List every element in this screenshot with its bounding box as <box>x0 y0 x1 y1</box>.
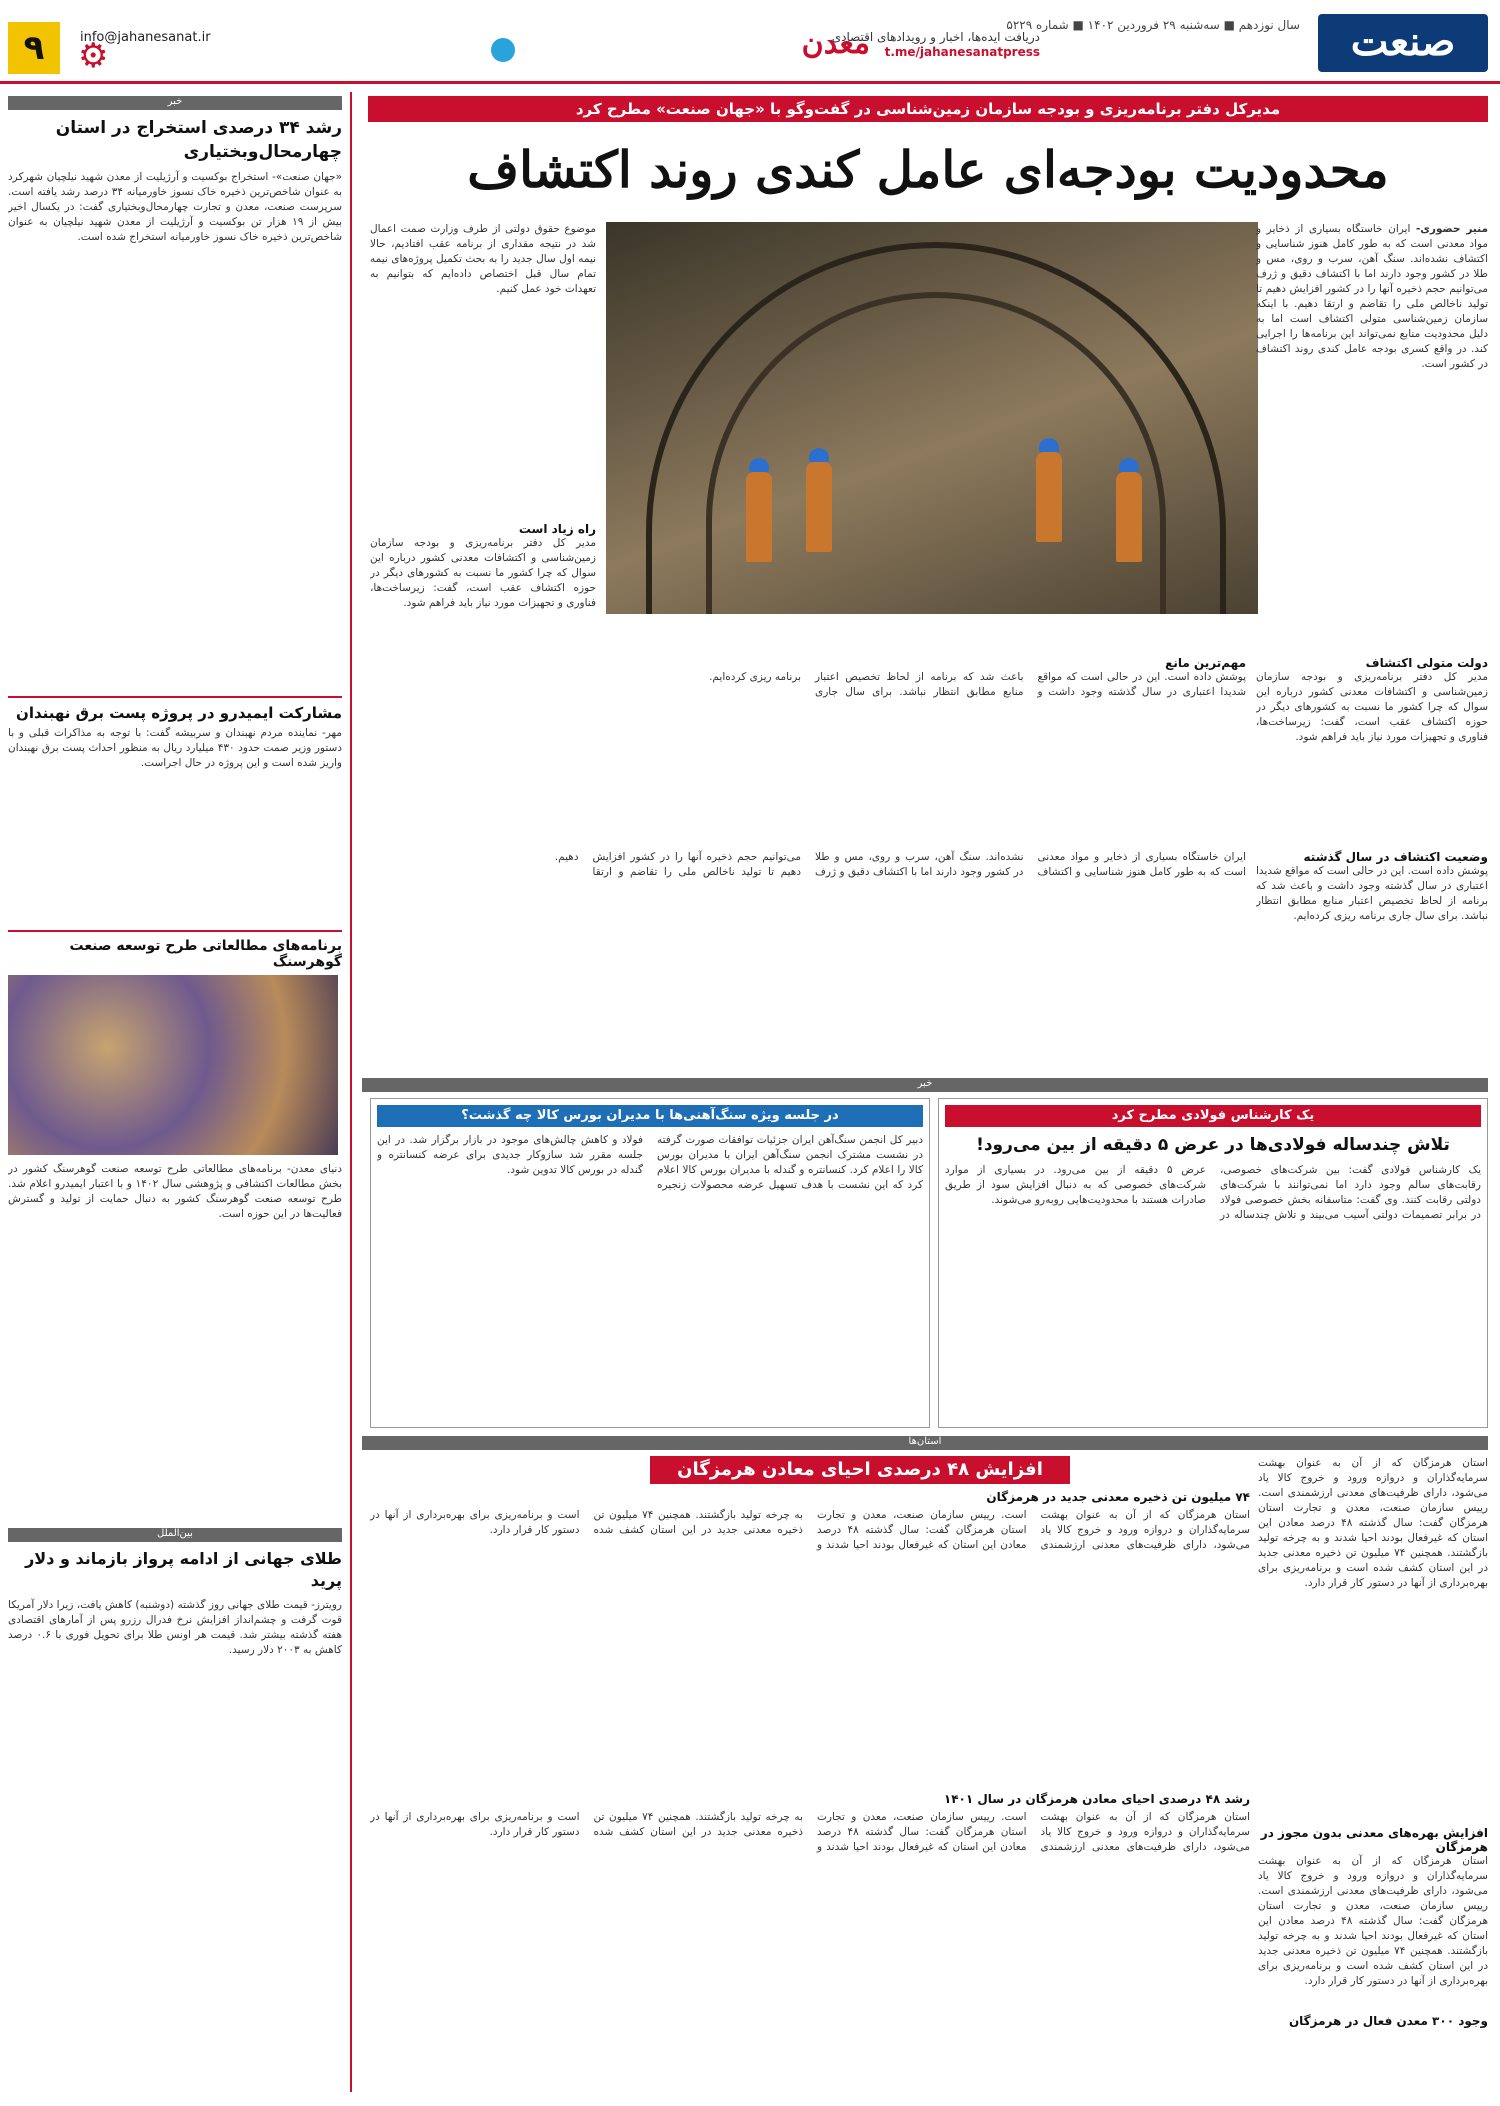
page-number: ۹ <box>8 22 60 74</box>
main-col-left <box>370 222 596 652</box>
telegram-caption: دریافت ایده‌ها، اخبار و رویدادهای اقتصادی <box>831 30 1040 44</box>
lower-text: استان هرمزگان که از آن به عنوان بهشت سرمایه‌گذاران و دروازه ورود و خروج کالا یاد می‌شود، دارای ظرفیت‌های معدنی ارزشمندی است. رییس سازمان صنعت، معدن و تجارت استان هرمزگان گفت: سال گذشته ۴۸ درصد معادن این استان که غیرفعال بودند احیا شدند و به چرخه تولید بازگشتند. همچنین ۷۴ میلیون تن ذخیره معدنی جدید در این استان کشف شده است و برنامه‌ریزی برای بهره‌برداری از آنها در دستور کار قرار دارد. <box>1258 1855 1488 1987</box>
subhead: وجود ۳۰۰ معدن فعال در هرمزگان <box>1288 2014 1488 2028</box>
main-paragraph: پوشش داده است. این در حالی است که مواقع شدیدا اعتباری در سال گذشته وجود داشت و باعث شد که برنامه از لحاظ تخصیص اعتبار منابع مطابق انتظار نباشد. برای سال جاری برنامه ریزی کرده‌ایم. <box>709 671 1246 698</box>
main-kicker: مدیرکل دفتر برنامه‌ریزی و بودجه سازمان زمین‌شناسی در گفت‌وگو با «جهان صنعت» مطرح کرد <box>368 96 1488 122</box>
main-col-1b <box>1256 656 1488 1070</box>
sidebar-story-4 <box>8 1548 342 2106</box>
mid-label: خبر <box>362 1078 1488 1092</box>
story-text: مهر- نماینده مردم نهبندان و سربیشه گفت: با توجه به مذاکرات قبلی و با دستور وزیر صمت حدود ۴۳۰ میلیارد ریال به منظور احداث پست برق نهبندان واریز شده است و این پروژه در حال اجراست. <box>8 727 342 769</box>
column-divider <box>350 92 352 2092</box>
lower-col-1 <box>1258 1456 1488 2096</box>
main-paragraph: با اینکه سازمان زمین‌شناسی متولی اکتشاف است اما به دلیل محدودیت منابع نمی‌تواند این برنامه‌ها را اجرایی کند. در واقع کسری بودجه عامل کندی روند اکتشاف در کشور است. <box>1256 298 1488 370</box>
box-kicker: یک کارشناس فولادی مطرح کرد <box>945 1105 1481 1127</box>
lower-text: استان هرمزگان که از آن به عنوان بهشت سرمایه‌گذاران و دروازه ورود و خروج کالا یاد می‌شود، دارای ظرفیت‌های معدنی ارزشمندی است. رییس سازمان صنعت، معدن و تجارت استان هرمزگان گفت: سال گذشته ۴۸ درصد معادن این استان که غیرفعال بودند احیا شدند و به چرخه تولید بازگشتند. همچنین ۷۴ میلیون تن ذخیره معدنی جدید در این استان کشف شده است و برنامه‌ریزی برای بهره‌برداری از آنها در دستور کار قرار دارد. <box>370 1509 1250 1551</box>
story-title: طلای جهانی از ادامه پرواز بازماند و دلار پرید <box>25 1549 342 1590</box>
iron-ore-box <box>370 1098 930 1428</box>
steel-box <box>938 1098 1488 1428</box>
story-text: رویترز- قیمت طلای جهانی روز گذشته (دوشنبه) کاهش یافت، زیرا دلار آمریکا قوت گرفت و چشم‌انداز افزایش نرخ فدرال رزرو پس از آمارهای اقتصادی هفته گذشته بیشتر شد. قیمت هر اونس طلا برای تحویل فوری با ۰.۶ درصد کاهش به ۲۰۰۳ دلار رسید. <box>8 1599 342 1656</box>
subhead: ۷۴ میلیون تن ذخیره معدنی جدید در هرمزگان <box>986 1490 1250 1504</box>
main-headline: محدودیت بودجه‌ای عامل کندی روند اکتشاف <box>467 140 1389 199</box>
main-col-1 <box>1256 222 1488 652</box>
sidebar-story-1 <box>8 116 342 680</box>
lower-text: استان هرمزگان که از آن به عنوان بهشت سرمایه‌گذاران و دروازه ورود و خروج کالا یاد می‌شود، دارای ظرفیت‌های معدنی ارزشمندی است. رییس سازمان صنعت، معدن و تجارت استان هرمزگان گفت: سال گذشته ۴۸ درصد معادن این استان که غیرفعال بودند احیا شدند و به چرخه تولید بازگشتند. همچنین ۷۴ میلیون تن ذخیره معدنی جدید در این استان کشف شده است و برنامه‌ریزی برای بهره‌برداری از آنها در دستور کار قرار دارد. <box>370 1811 1250 1853</box>
box-text: یک کارشناس فولادی گفت: بین شرکت‌های خصوصی، رقابت‌های سالم وجود دارد اما نمی‌توانند با شرکت‌های دولتی رقابت کنند. وی گفت: متاسفانه بخش خصوصی فولاد در برابر تصمیمات دولتی آسیب می‌بیند و تلاش چندساله در عرض ۵ دقیقه از بین می‌رود. در بسیاری از موارد شرکت‌های خصوصی که به دنبال افزایش سود از طریق صادرات هستند با محدودیت‌هایی روبه‌رو می‌شوند. <box>945 1164 1481 1221</box>
sidebar-label: خبر <box>8 96 342 110</box>
subhead: دولت متولی اکتشاف <box>1365 656 1488 670</box>
byline: منیر حضوری- <box>1415 223 1488 235</box>
subhead: وضعیت اکتشاف در سال گذشته <box>1303 850 1488 864</box>
main-paragraph: ایران خاستگاه بسیاری از ذخایر و مواد معدنی است که به طور کامل هنوز شناسایی و اکتشاف نشده‌اند. سنگ آهن، سرب و روی، مس و طلا در کشور وجود دارند اما با اکتشاف دقیق و ژرف می‌توانیم حجم ذخیره آنها را در کشور افزایش دهیم تا تولید ناخالص ملی را تقاضم و ارتقا دهیم. <box>1256 223 1488 310</box>
sidebar-story-3 <box>8 930 342 970</box>
subhead: رشد ۴۸ درصدی احیای معادن هرمزگان در سال ۱۴۰۱ <box>943 1792 1250 1806</box>
sidebar-label: بین‌الملل <box>8 1528 342 1542</box>
story-title: رشد ۳۴ درصدی استخراج در استان چهارمحال‌وبختیاری <box>55 118 342 162</box>
issue-line: سال نوزدهم ■ سه‌شنبه ۲۹ فروردین ۱۴۰۲ ■ شماره ۵۲۲۹ <box>1006 18 1300 32</box>
lower-text: استان هرمزگان که از آن به عنوان بهشت سرمایه‌گذاران و دروازه ورود و خروج کالا یاد می‌شود، دارای ظرفیت‌های معدنی ارزشمندی است. رییس سازمان صنعت، معدن و تجارت استان هرمزگان گفت: سال گذشته ۴۸ درصد معادن این استان که غیرفعال بودند احیا شدند و به چرخه تولید بازگشتند. همچنین ۷۴ میلیون تن ذخیره معدنی جدید در این استان کشف شده است و برنامه‌ریزی برای بهره‌برداری از آنها در دستور کار قرار دارد. <box>1258 1457 1488 1589</box>
box-text: دبیر کل انجمن سنگ‌آهن ایران جزئیات توافقات صورت گرفته در نشست مشترک انجمن سنگ‌آهن ایران با مدیران بورس کالا را اعلام کرد. کنسانتره و گندله با مدیران بورس کالا اعلام کرد که این نشست با هدف تسهیل عرضه محصولات زنجیره فولاد و کاهش چالش‌های موجود در بازار برگزار شد. در این جلسه مقرر شد سازوکار جدیدی برای عرضه کنسانتره و گندله در بورس کالا تدوین شود. <box>377 1134 923 1191</box>
telegram-icon <box>491 38 515 62</box>
main-lower-cols <box>370 656 1246 1070</box>
newspaper-logo: صنعت <box>1318 14 1488 72</box>
subhead: مهم‌ترین مانع <box>1165 656 1246 670</box>
subhead: افزایش بهره‌های معدنی بدون مجوز در هرمزگان <box>1260 1826 1488 1854</box>
story-text: دنیای معدن- برنامه‌های مطالعاتی طرح توسعه صنعت گوهرسنگ کشور در بخش مطالعات اکتشافی و پژوهشی سال ۱۴۰۲ و با اعتبار ایمیدرو اعلام شد. طرح توسعه صنعت گوهرسنگ کشور به دنبال حمایت از تولید و گسترش فعالیت‌ها در این حوزه است. <box>8 1163 342 1220</box>
story-title: برنامه‌های مطالعاتی طرح توسعه صنعت گوهرسنگ <box>69 938 342 970</box>
gear-icon: ⚙ <box>78 36 109 76</box>
main-paragraph: موضوع حقوق دولتی از طرف وزارت صمت اعمال شد در نتیجه مقداری از برنامه عقب افتادیم، حالا نیمه اول سال جدید را به بحث تکمیل پروژه‌های نیمه تمام سال قبل اختصاص داده‌ایم که بتوانیم به تعهدات خود عمل کنیم. <box>370 223 596 295</box>
story-title: مشارکت ایمیدرو در پروژه پست برق نهبندان <box>16 704 342 722</box>
gemstone-photo <box>8 975 338 1155</box>
telegram-link[interactable]: t.me/jahanesanatpress <box>884 45 1040 59</box>
mine-tunnel-photo <box>606 222 1258 614</box>
subhead: راه زیاد است <box>518 522 596 536</box>
lower-cols <box>370 1490 1250 2096</box>
box-headline: تلاش چندساله فولادی‌ها در عرض ۵ دقیقه از بین می‌رود! <box>976 1135 1450 1155</box>
email-link[interactable]: info@jahanesanat.ir <box>80 30 211 45</box>
main-paragraph: مدیر کل دفتر برنامه‌ریزی و بودجه سازمان زمین‌شناسی و اکتشافات معدنی کشور درباره این سوال که چرا کشور ما نسبت به کشورهای دیگر در حوزه اکتشاف عقب است، گفت: زیرساخت‌ها، فناوری و تجهیزات مورد نیاز باید فراهم شود. <box>1256 671 1488 743</box>
lower-label: استان‌ها <box>362 1436 1488 1450</box>
main-paragraph: پوشش داده است. این در حالی است که مواقع شدیدا اعتباری در سال گذشته وجود داشت و باعث شد که برنامه از لحاظ تخصیص اعتبار منابع مطابق انتظار نباشد. برای سال جاری برنامه ریزی کرده‌ایم. <box>1256 865 1488 922</box>
story-text: «جهان صنعت»- استخراج بوکسیت و آرژیلیت از معدن شهید نیلچیان شهرکرد به عنوان شاخص‌ترین ذخیره خاک نسوز خاورمیانه ۳۴ درصد رشد یافته است. سرپرست صنعت، معدن و تجارت چهارمحال‌وبختیاری گفت: در یکسال اخیر بیش از ۱۹ هزار تن بوکسیت و آرژیلیت از معدن شهید نیلچیان به عنوان شاخص‌ترین ذخیره خاک نسوز خاورمیانه استخراج شده است. <box>8 171 342 243</box>
main-paragraph: ایران خاستگاه بسیاری از ذخایر و مواد معدنی است که به طور کامل هنوز شناسایی و اکتشاف نشده‌اند. سنگ آهن، سرب و روی، مس و طلا در کشور وجود دارند اما با اکتشاف دقیق و ژرف می‌توانیم حجم ذخیره آنها را در کشور افزایش دهیم تا تولید ناخالص ملی را تقاضم و ارتقا دهیم. <box>554 851 1246 878</box>
masthead <box>0 0 1500 84</box>
section-title: معدن <box>801 26 870 61</box>
main-paragraph: مدیر کل دفتر برنامه‌ریزی و بودجه سازمان زمین‌شناسی و اکتشافات معدنی کشور درباره این سوال که چرا کشور ما نسبت به کشورهای دیگر در حوزه اکتشاف عقب است، گفت: زیرساخت‌ها، فناوری و تجهیزات مورد نیاز باید فراهم شود. <box>370 537 596 609</box>
sidebar-story-2 <box>8 696 342 916</box>
lower-headline: افزایش ۴۸ درصدی احیای معادن هرمزگان <box>650 1456 1070 1484</box>
box-kicker: در جلسه ویژه سنگ‌آهنی‌ها با مدیران بورس کالا چه گذشت؟ <box>377 1105 923 1127</box>
